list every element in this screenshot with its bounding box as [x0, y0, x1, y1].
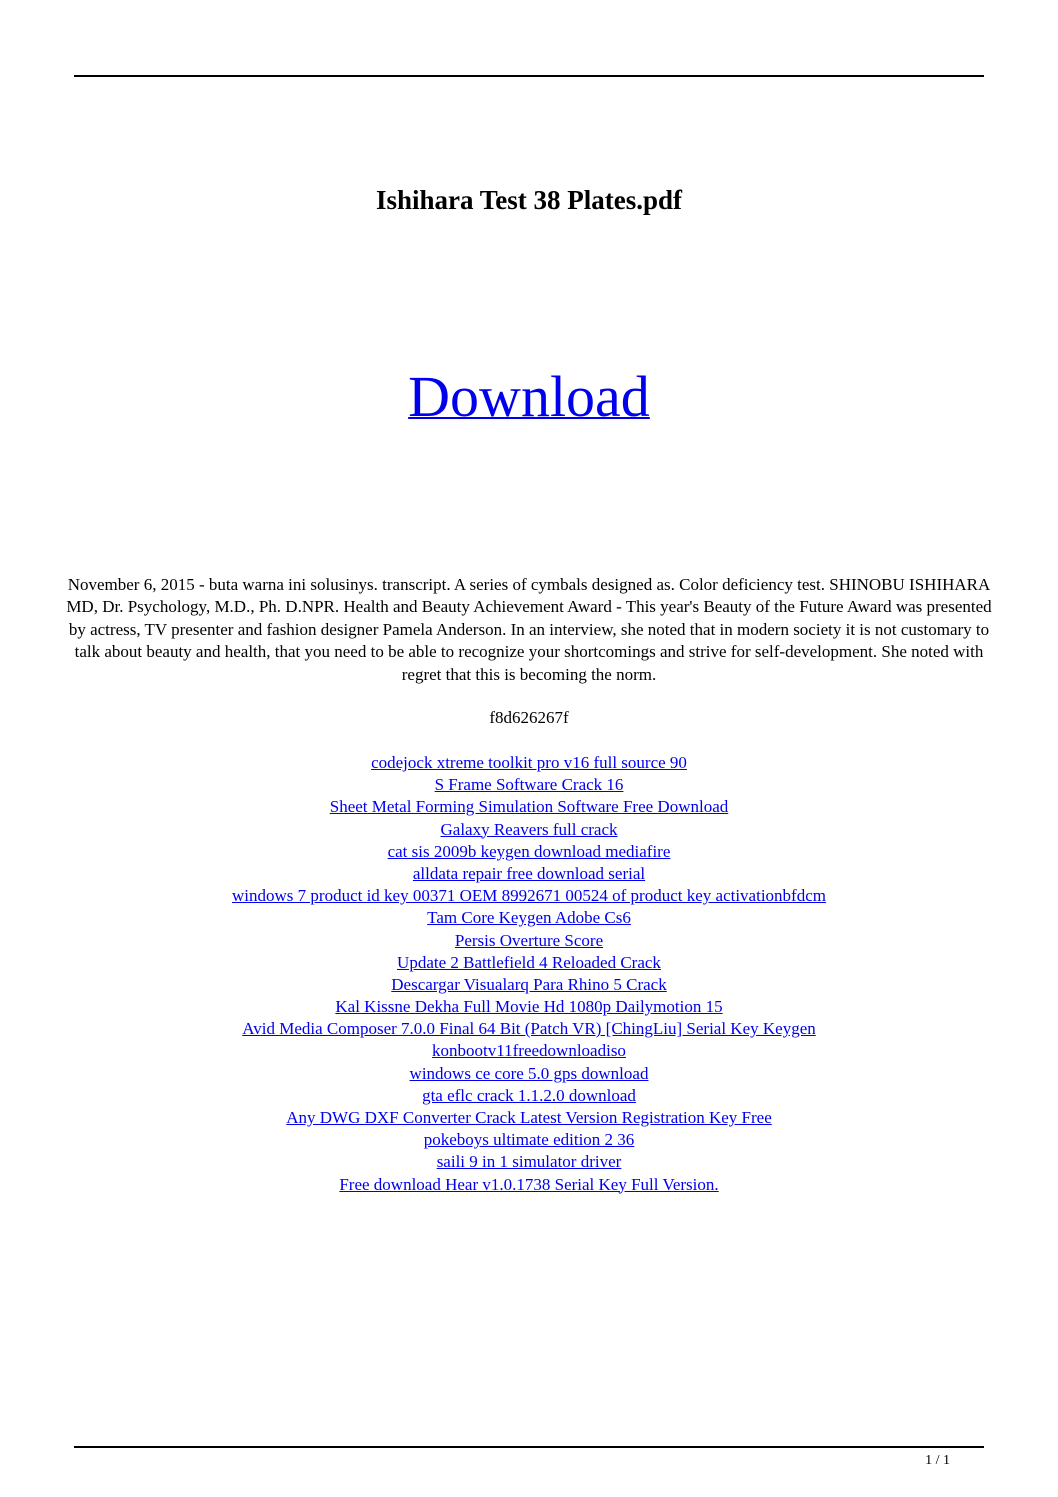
list-item	[0, 774, 1058, 796]
list-item	[0, 1107, 1058, 1129]
page-title: Ishihara Test 38 Plates.pdf	[375, 185, 683, 215]
list-item	[0, 885, 1058, 907]
download-link[interactable]: Download	[408, 364, 650, 429]
list-item	[0, 907, 1058, 929]
related-link[interactable]: pokeboys ultimate edition 2 36	[423, 1130, 635, 1150]
related-link[interactable]: windows ce core 5.0 gps download	[409, 1063, 649, 1083]
related-link[interactable]: Sheet Metal Forming Simulation Software Free Download	[329, 797, 729, 817]
list-item	[0, 752, 1058, 774]
download-section	[0, 360, 1058, 434]
related-link[interactable]: Tam Core Keygen Adobe Cs6	[427, 908, 631, 928]
footer-rule	[74, 1446, 984, 1448]
related-link[interactable]: codejock xtreme toolkit pro v16 full source 90	[371, 753, 687, 772]
related-link[interactable]: konbootv11freedownloadiso	[432, 1041, 626, 1061]
hash-code: f8d626267f	[489, 708, 569, 727]
related-link[interactable]: Update 2 Battlefield 4 Reloaded Crack	[397, 952, 661, 972]
list-item	[0, 996, 1058, 1018]
related-link[interactable]: Persis Overture Score	[454, 930, 604, 950]
list-item	[0, 1129, 1058, 1151]
page-number: 1 / 1	[925, 1453, 950, 1468]
body-paragraph: November 6, 2015 - buta warna ini solusinys. transcript. A series of cymbals designed as. Color deficiency test. SHINOBU ISHIHARA MD, Dr. Psychology, M.D., Ph. D.NPR. Health and Beauty Achievement Award - This year's Beauty of the Future Award was presented by actress, TV presenter and fashion designer Pamela Anderson. In an interview, she noted that in modern society it is not customary to talk about beauty and health, that you need to be able to recognize your shortcomings and strive for self-development. She noted with regret that this is becoming the norm.	[66, 575, 992, 684]
list-item	[0, 930, 1058, 952]
list-item	[0, 1063, 1058, 1085]
related-link[interactable]: cat sis 2009b keygen download mediafire	[387, 841, 671, 861]
related-links-list	[0, 752, 1058, 1196]
list-item	[0, 1085, 1058, 1107]
list-item	[0, 1151, 1058, 1173]
list-item	[0, 863, 1058, 885]
related-link[interactable]: windows 7 product id key 00371 OEM 8992671 00524 of product key activationbfdcm	[232, 886, 826, 906]
related-link[interactable]: Kal Kissne Dekha Full Movie Hd 1080p Dailymotion 15	[335, 997, 723, 1017]
list-item	[0, 841, 1058, 863]
related-link[interactable]: gta eflc crack 1.1.2.0 download	[422, 1085, 636, 1105]
related-link[interactable]: Any DWG DXF Converter Crack Latest Version Registration Key Free	[286, 1108, 772, 1127]
related-link[interactable]: Free download Hear v1.0.1738 Serial Key Full Version.	[339, 1174, 719, 1194]
list-item	[0, 952, 1058, 974]
related-link[interactable]: Galaxy Reavers full crack	[440, 819, 618, 839]
related-link[interactable]: saili 9 in 1 simulator driver	[436, 1152, 622, 1172]
related-link[interactable]: alldata repair free download serial	[412, 863, 646, 883]
related-link[interactable]: S Frame Software Crack 16	[434, 775, 624, 795]
list-item	[0, 1174, 1058, 1196]
related-link[interactable]: Descargar Visualarq Para Rhino 5 Crack	[391, 974, 667, 994]
header-rule	[74, 75, 984, 77]
list-item	[0, 819, 1058, 841]
list-item	[0, 1018, 1058, 1040]
list-item	[0, 974, 1058, 996]
list-item	[0, 1040, 1058, 1062]
list-item	[0, 796, 1058, 818]
related-link[interactable]: Avid Media Composer 7.0.0 Final 64 Bit (Patch VR) [ChingLiu] Serial Key Keygen	[242, 1019, 816, 1039]
